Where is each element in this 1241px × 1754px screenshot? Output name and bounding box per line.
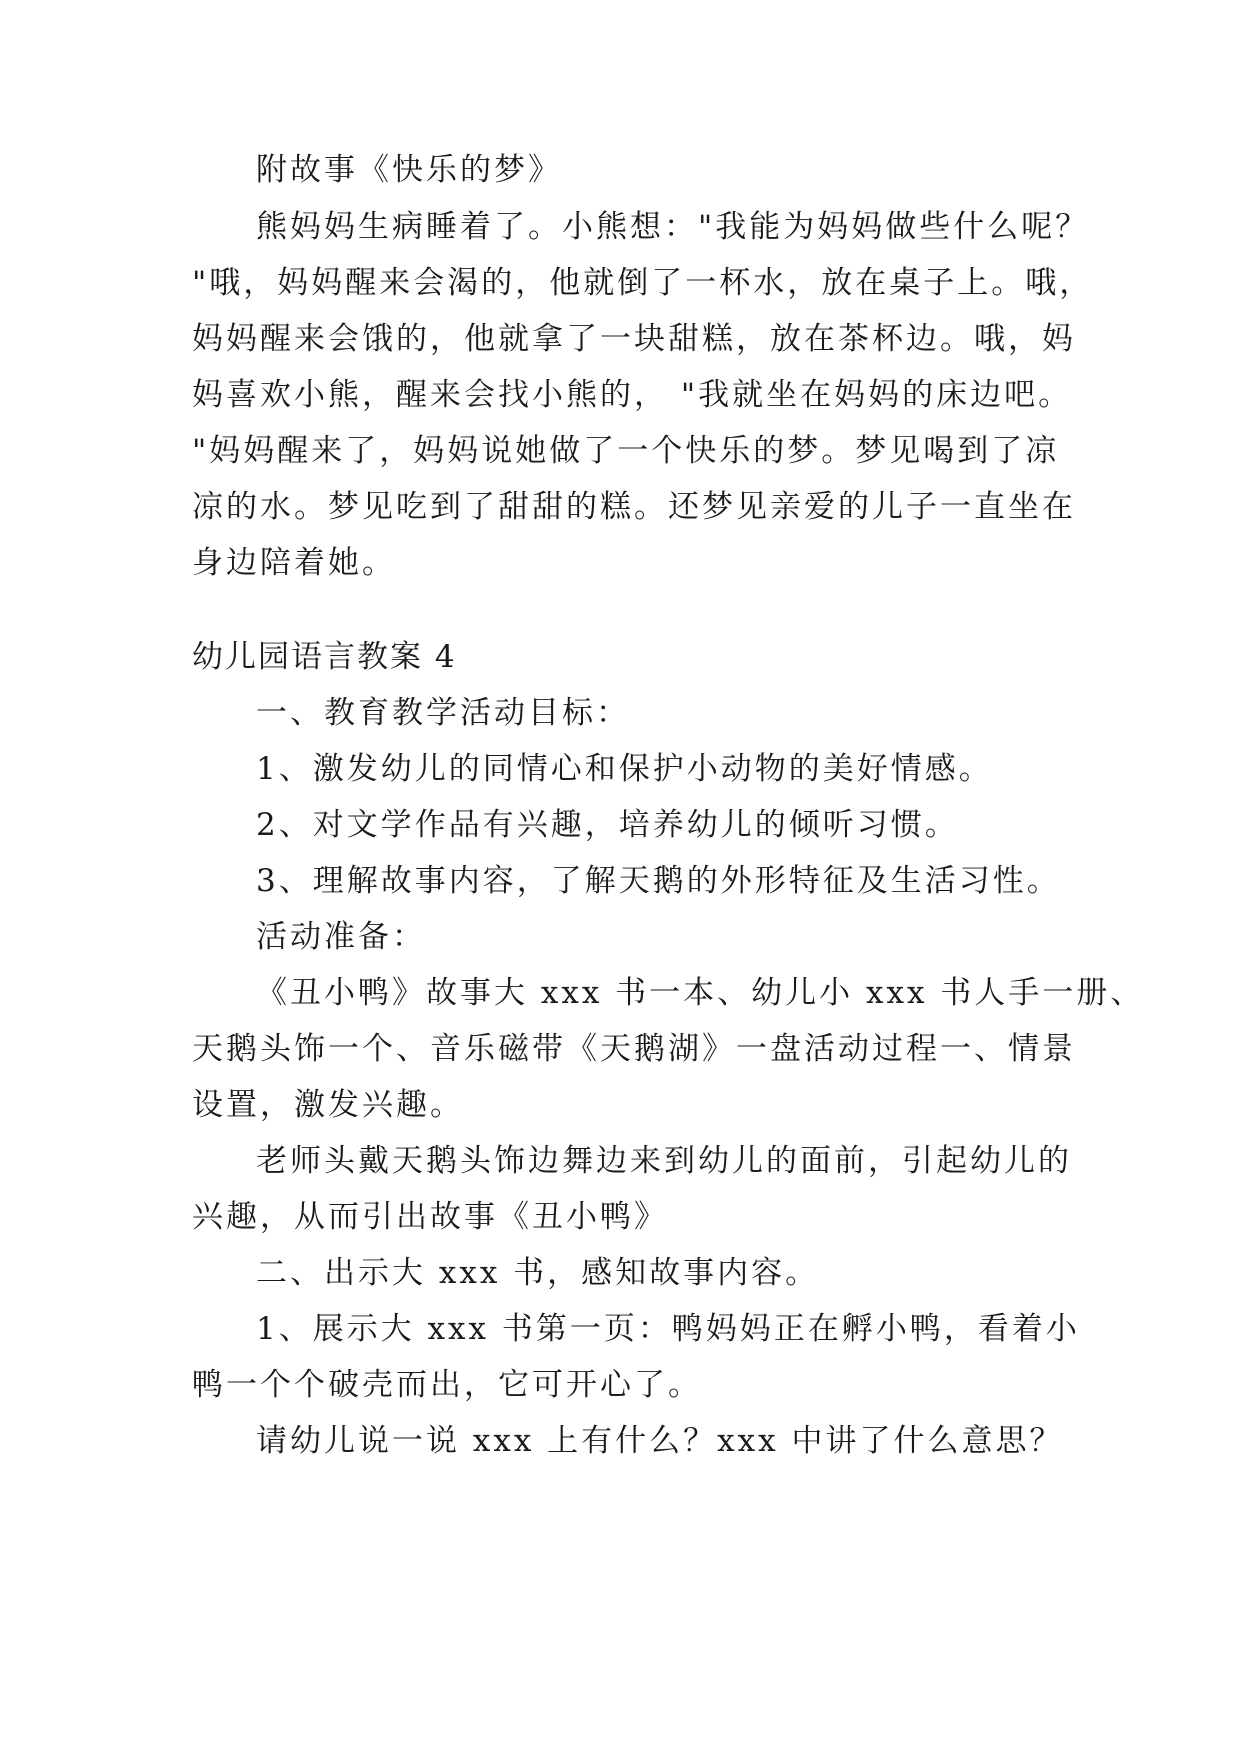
intro-line: 兴趣，从而引出故事《丑小鸭》 — [192, 1199, 668, 1235]
story-title: 附故事《快乐的梦》 — [256, 152, 562, 188]
goal-item: 1、激发幼儿的同情心和保护小动物的美好情感。 — [256, 751, 993, 787]
prep-heading: 活动准备： — [256, 919, 426, 955]
goal-item: 3、理解故事内容，了解天鹅的外形特征及生活习性。 — [256, 863, 1061, 899]
story-line: 妈妈醒来会饿的，他就拿了一块甜糕，放在茶杯边。哦，妈 — [192, 321, 1076, 357]
story-line: 身边陪着她。 — [192, 545, 396, 581]
prep-line: 天鹅头饰一个、音乐磁带《天鹅湖》一盘活动过程一、情景 — [192, 1031, 1076, 1067]
prep-line: 《丑小鸭》故事大 xxx 书一本、幼儿小 xxx 书人手一册、 — [256, 975, 1145, 1011]
story-line: 凉的水。梦见吃到了甜甜的糕。还梦见亲爱的儿子一直坐在 — [192, 489, 1076, 525]
goal-item: 2、对文学作品有兴趣，培养幼儿的倾听习惯。 — [256, 807, 959, 843]
step2-line: 鸭一个个破壳而出，它可开心了。 — [192, 1367, 702, 1403]
lesson-title: 幼儿园语言教案 4 — [192, 639, 457, 675]
goal-heading: 一、教育教学活动目标： — [256, 695, 630, 731]
story-line: "哦，妈妈醒来会渴的，他就倒了一杯水，放在桌子上。哦， — [192, 265, 1094, 301]
intro-line: 老师头戴天鹅头饰边舞边来到幼儿的面前，引起幼儿的 — [256, 1143, 1072, 1179]
question-line: 请幼儿说一说 xxx 上有什么？xxx 中讲了什么意思？ — [256, 1423, 1064, 1459]
prep-line: 设置，激发兴趣。 — [192, 1087, 464, 1123]
story-line: "妈妈醒来了，妈妈说她做了一个快乐的梦。梦见喝到了凉 — [192, 433, 1060, 469]
story-line: 熊妈妈生病睡着了。小熊想："我能为妈妈做些什么呢？ — [256, 209, 1090, 245]
step2-heading: 二、出示大 xxx 书，感知故事内容。 — [256, 1255, 820, 1291]
step2-line: 1、展示大 xxx 书第一页：鸭妈妈正在孵小鸭，看着小 — [256, 1311, 1080, 1347]
story-line: 妈喜欢小熊，醒来会找小熊的， "我就坐在妈妈的床边吧。 — [192, 377, 1073, 413]
